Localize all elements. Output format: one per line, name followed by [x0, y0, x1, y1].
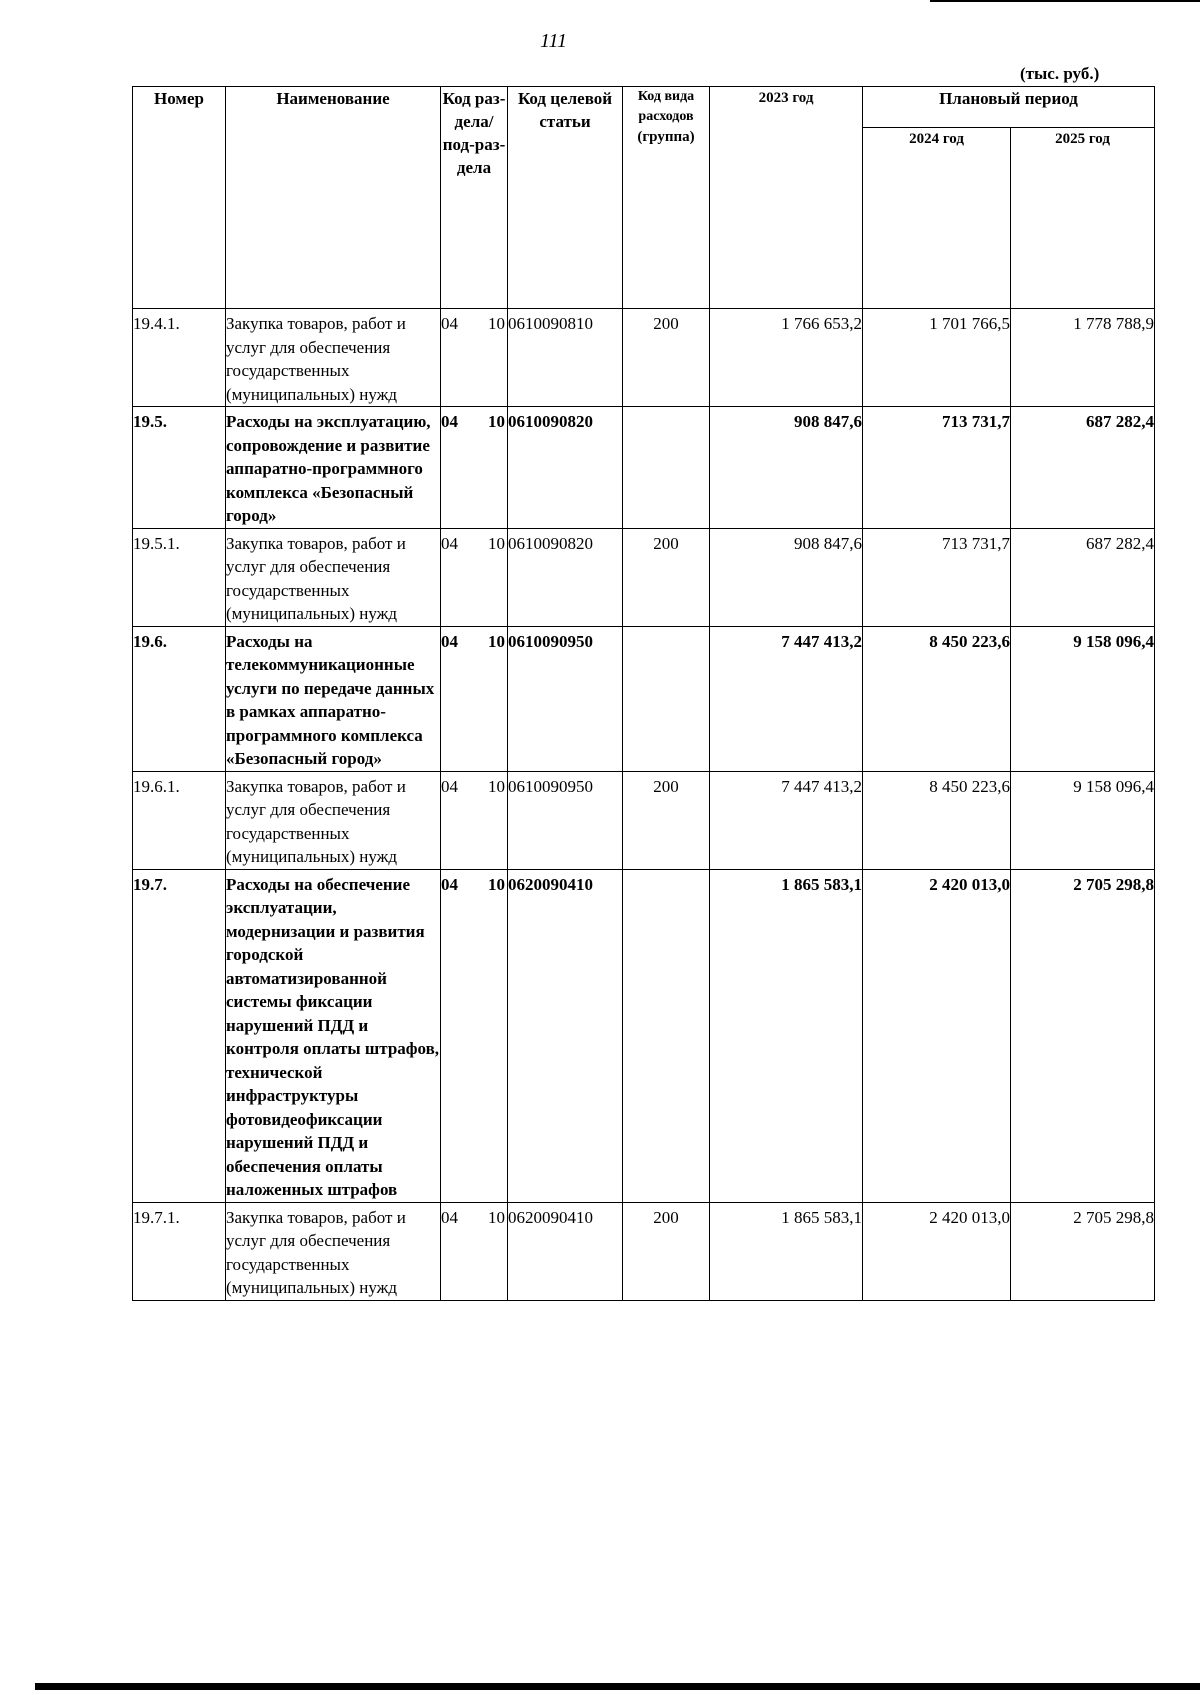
row-value-2024: 8 450 223,6 [863, 626, 1011, 771]
header-csr: Код целевой статьи [508, 87, 623, 309]
row-value-2023: 7 447 413,2 [710, 771, 863, 869]
row-vid: 200 [623, 1202, 710, 1300]
row-razdel-code: 04 [441, 874, 458, 894]
table-body [133, 309, 1155, 1301]
row-razdel [441, 528, 508, 626]
row-razdel-code: 04 [441, 314, 458, 333]
row-name: Закупка товаров, работ и услуг для обеспечения государственных (муниципальных) нужд [226, 1202, 441, 1300]
header-vid-group: (группа) [637, 129, 695, 145]
row-number: 19.5.1. [133, 528, 226, 626]
page-number: 111 [540, 30, 568, 52]
row-csr: 0610090810 [508, 309, 623, 407]
row-value-2025: 687 282,4 [1011, 528, 1155, 626]
row-value-2023: 908 847,6 [710, 407, 863, 529]
header-planned-period: Плановый период [863, 87, 1155, 128]
row-vid [623, 626, 710, 771]
header-name: Наименование [226, 87, 441, 309]
table-header [133, 87, 1155, 309]
row-value-2025: 687 282,4 [1011, 407, 1155, 529]
header-vid-text: Код вида расходов [637, 89, 695, 124]
row-value-2025: 2 705 298,8 [1011, 1202, 1155, 1300]
budget-table [132, 86, 1155, 1301]
row-number: 19.6.1. [133, 771, 226, 869]
row-value-2024: 8 450 223,6 [863, 771, 1011, 869]
units-label: (тыс. руб.) [1020, 64, 1100, 83]
row-podrazdel-code: 10 [488, 314, 505, 333]
row-vid: 200 [623, 528, 710, 626]
table-row [133, 1202, 1155, 1300]
table-row [133, 309, 1155, 407]
header-year-2023: 2023 год [710, 87, 863, 309]
row-razdel-code: 04 [441, 631, 458, 651]
row-razdel [441, 407, 508, 529]
row-podrazdel-code: 10 [488, 533, 505, 553]
header-year-2025: 2025 год [1011, 128, 1155, 309]
header-year-2024: 2024 год [863, 128, 1011, 309]
row-name: Закупка товаров, работ и услуг для обеспечения государственных (муниципальных) нужд [226, 771, 441, 869]
bottom-rule [35, 1683, 1200, 1690]
row-podrazdel-code: 10 [488, 631, 505, 651]
row-razdel [441, 771, 508, 869]
row-podrazdel-code: 10 [488, 412, 505, 431]
row-csr: 0610090820 [508, 407, 623, 529]
row-value-2025: 2 705 298,8 [1011, 869, 1155, 1202]
row-razdel-code: 04 [441, 412, 458, 431]
row-value-2025: 9 158 096,4 [1011, 771, 1155, 869]
row-name: Расходы на телекоммуникационные услуги по передаче данных в рамках аппаратно-программного комплекса «Безопасный город» [226, 626, 441, 771]
row-number: 19.5. [133, 407, 226, 529]
row-csr: 0610090820 [508, 528, 623, 626]
row-razdel [441, 1202, 508, 1300]
table-row [133, 626, 1155, 771]
header-razdel [441, 87, 508, 309]
row-vid: 200 [623, 309, 710, 407]
row-value-2024: 2 420 013,0 [863, 869, 1011, 1202]
row-value-2023: 1 766 653,2 [710, 309, 863, 407]
row-value-2023: 1 865 583,1 [710, 1202, 863, 1300]
row-csr: 0620090410 [508, 869, 623, 1202]
row-value-2024: 713 731,7 [863, 528, 1011, 626]
row-csr: 0610090950 [508, 771, 623, 869]
header-vid [623, 87, 710, 309]
row-name: Расходы на обеспечение эксплуатации, модернизации и развития городской автоматизированной системы фиксации нарушений ПДД и контроля оплаты штрафов, технической инфраструктуры фотовидеофиксации нарушений ПДД и обеспечения оплаты наложенных штрафов [226, 869, 441, 1202]
row-value-2025: 9 158 096,4 [1011, 626, 1155, 771]
row-value-2024: 713 731,7 [863, 407, 1011, 529]
row-number: 19.4.1. [133, 309, 226, 407]
row-name: Расходы на эксплуатацию, сопровождение и развитие аппаратно-программного комплекса «Безопасный город» [226, 407, 441, 529]
top-rule [930, 0, 1200, 2]
table-row [133, 771, 1155, 869]
row-value-2024: 2 420 013,0 [863, 1202, 1011, 1300]
row-podrazdel-code: 10 [488, 874, 505, 894]
row-csr: 0620090410 [508, 1202, 623, 1300]
row-value-2023: 1 865 583,1 [710, 869, 863, 1202]
row-razdel-code: 04 [441, 776, 458, 796]
row-number: 19.7.1. [133, 1202, 226, 1300]
table-row [133, 407, 1155, 529]
row-name: Закупка товаров, работ и услуг для обеспечения государственных (муниципальных) нужд [226, 528, 441, 626]
row-podrazdel-code: 10 [488, 776, 505, 796]
row-number: 19.6. [133, 626, 226, 771]
row-value-2025: 1 778 788,9 [1011, 309, 1155, 407]
row-razdel-code: 04 [441, 533, 458, 553]
row-value-2024: 1 701 766,5 [863, 309, 1011, 407]
header-number: Номер [133, 87, 226, 309]
row-razdel [441, 869, 508, 1202]
row-name: Закупка товаров, работ и услуг для обеспечения государственных (муниципальных) нужд [226, 309, 441, 407]
header-razdel-text: Код раз-дела/ под-раз-дела [442, 89, 506, 177]
row-vid: 200 [623, 771, 710, 869]
row-razdel [441, 309, 508, 407]
row-razdel [441, 626, 508, 771]
row-vid [623, 869, 710, 1202]
table-row [133, 869, 1155, 1202]
row-csr: 0610090950 [508, 626, 623, 771]
row-razdel-code: 04 [441, 1207, 458, 1227]
row-value-2023: 908 847,6 [710, 528, 863, 626]
table-row [133, 528, 1155, 626]
row-number: 19.7. [133, 869, 226, 1202]
row-vid [623, 407, 710, 529]
row-podrazdel-code: 10 [488, 1207, 505, 1227]
row-value-2023: 7 447 413,2 [710, 626, 863, 771]
